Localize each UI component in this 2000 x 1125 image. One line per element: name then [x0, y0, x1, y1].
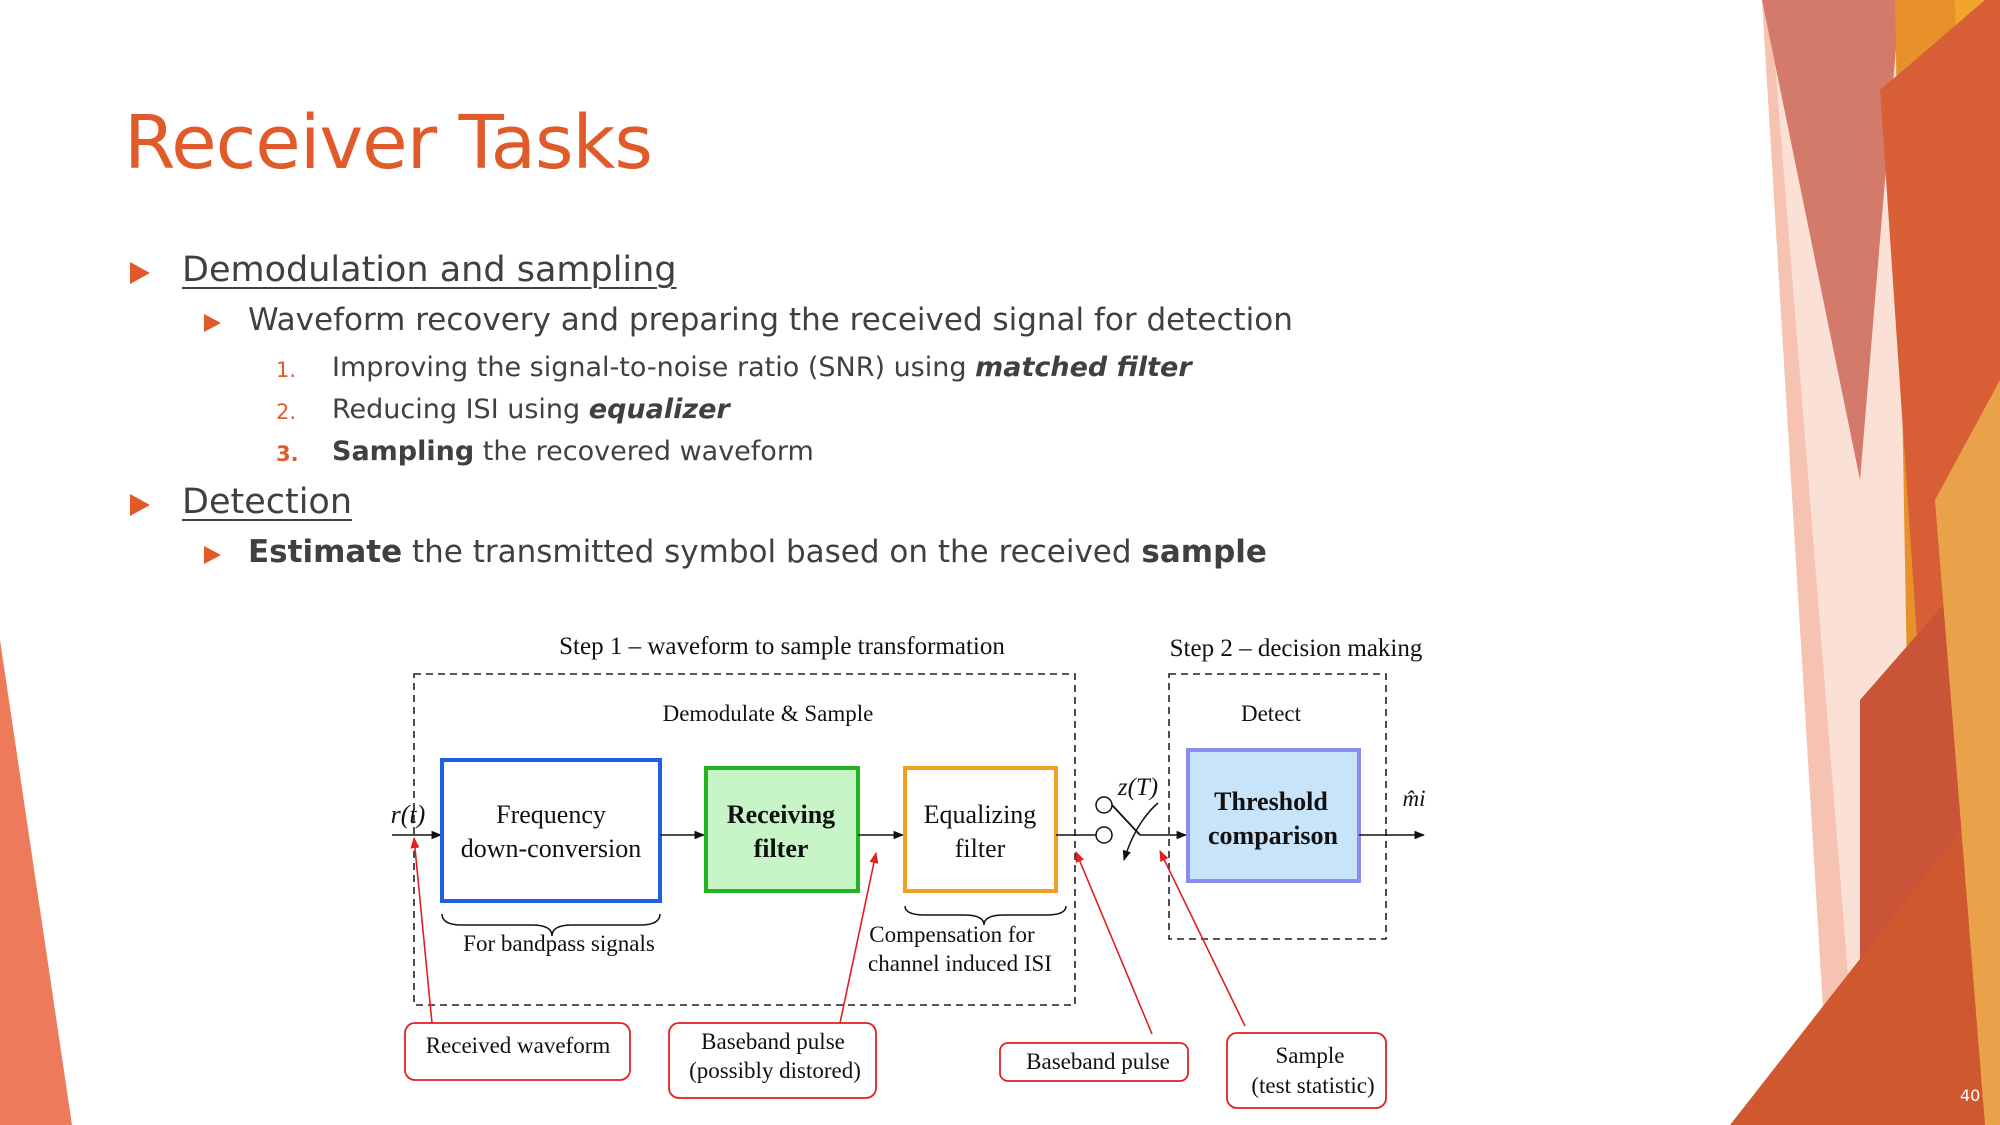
- step-1-plain: Improving the signal-to-noise ratio (SNR) using: [332, 352, 976, 383]
- callout-baseband-distorted-line2: (possibly distored): [689, 1058, 861, 1083]
- detection-heading: Detection: [182, 482, 353, 522]
- eq-block-line1: Equalizing: [923, 800, 1037, 829]
- compensation-note-line2: channel induced ISI: [868, 951, 1052, 976]
- rx-block-line1: Receiving: [726, 800, 836, 829]
- compensation-note-line1: Compensation for: [869, 922, 1035, 947]
- leader-received-waveform: [414, 838, 432, 1023]
- receiving-filter-block: [706, 768, 858, 891]
- sample-signal-label: z(T): [1117, 774, 1159, 801]
- freq-downconversion-block: [442, 760, 660, 901]
- callout-baseband-distorted-line1: Baseband pulse: [701, 1029, 845, 1054]
- equalizing-filter-block: [905, 768, 1056, 891]
- step2-label: Step 2 – decision making: [1169, 635, 1423, 662]
- step-3-plain: the recovered waveform: [474, 436, 814, 467]
- threshold-block-line1: Threshold: [1214, 787, 1328, 816]
- callout-baseband-pulse-text: Baseband pulse: [1026, 1049, 1170, 1074]
- eq-block-line2: filter: [954, 834, 1006, 863]
- page-number: 40: [1960, 1086, 1981, 1105]
- waveform-recovery-text: Waveform recovery and preparing the received signal for detection: [248, 302, 1293, 338]
- sample-bold: sample: [1141, 534, 1267, 570]
- switch-rotation-arrow: [1124, 803, 1158, 860]
- step-3-bold: Sampling: [332, 436, 475, 467]
- freq-block-line1: Frequency: [496, 800, 606, 829]
- output-symbol-label: m̂i: [1402, 786, 1426, 811]
- step-1-emphasis: matched filter: [975, 352, 1192, 383]
- freq-block-line2: down-conversion: [460, 834, 642, 863]
- step-2-emphasis: equalizer: [588, 394, 730, 425]
- demod-heading: Demodulation and sampling: [182, 250, 677, 290]
- callout-sample-line2: (test statistic): [1251, 1073, 1375, 1098]
- demod-box-label: Demodulate & Sample: [662, 701, 874, 726]
- step-number: 1.: [276, 358, 297, 382]
- callout-sample-line1: Sample: [1275, 1043, 1345, 1068]
- switch-contact-upper: [1096, 797, 1112, 813]
- threshold-block-line2: comparison: [1208, 821, 1338, 850]
- leader-baseband-pulse: [1076, 852, 1152, 1034]
- estimate-bold: Estimate: [248, 534, 403, 570]
- callout-received-waveform-text: Received waveform: [425, 1033, 611, 1058]
- step-2-plain: Reducing ISI using: [332, 394, 589, 425]
- detect-box-label: Detect: [1240, 701, 1302, 726]
- bandpass-note: For bandpass signals: [463, 931, 655, 956]
- page-title: Receiver Tasks: [124, 100, 652, 186]
- step-number: 3.: [276, 442, 299, 466]
- step1-label: Step 1 – waveform to sample transformation: [559, 633, 1005, 660]
- input-signal-label: r(t): [390, 800, 426, 829]
- switch-contact-lower: [1096, 827, 1112, 843]
- step-number: 2.: [276, 400, 297, 424]
- estimate-plain: the transmitted symbol based on the received: [402, 534, 1142, 570]
- rx-block-line2: filter: [753, 834, 809, 863]
